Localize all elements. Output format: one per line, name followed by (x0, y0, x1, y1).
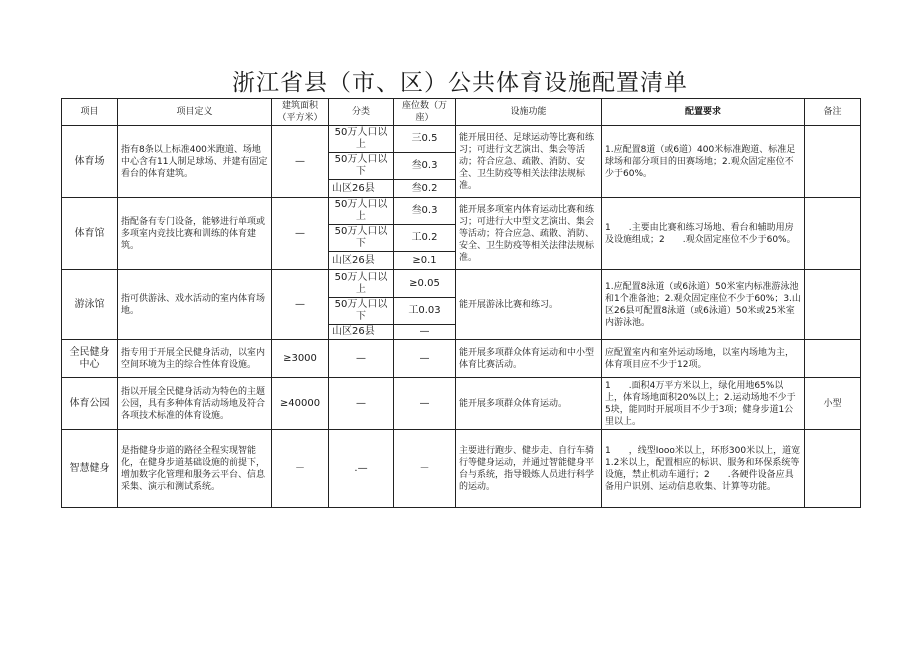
item-seats: — (394, 340, 456, 378)
item-note (805, 430, 861, 508)
header-requirement: 配置要求 (602, 99, 805, 126)
header-area: 建筑面积（平方米） (272, 99, 329, 126)
item-function: 能开展多项群众体育运动。 (456, 378, 602, 430)
item-category: 山区26县 (329, 180, 394, 198)
table-row (62, 430, 861, 508)
item-requirement: 1 .主要由比赛和练习场地、看台和辅助用房及设施组成；2 .观众固定座位不少于60%。 (602, 198, 805, 270)
item-seats: 叁0.2 (394, 180, 456, 198)
item-area: ≥40000 (272, 378, 329, 430)
item-function: 主要进行跑步、健步走、自行车骑行等健身运动，并通过智能健身平台与系统，指导锻炼人员进行科学的运动。 (456, 430, 602, 508)
page-title: 浙江省县（市、区）公共体育设施配置清单 (232, 70, 688, 96)
item-category: 50万人口以上 (329, 270, 394, 298)
item-category: 山区26县 (329, 252, 394, 270)
header-category: 分类 (329, 99, 394, 126)
item-seats: ≥0.05 (394, 270, 456, 298)
item-note (805, 126, 861, 198)
item-seats: — (394, 378, 456, 430)
item-note: 小型 (805, 378, 861, 430)
table-row (62, 270, 861, 298)
item-area: ≥3000 (272, 340, 329, 378)
item-category: 50万人口以上 (329, 126, 394, 153)
item-requirement: 1.应配置8道（或6道）400米标准跑道、标准足球场和部分项目的田赛场地；2.观众固定座位不少于60%。 (602, 126, 805, 198)
header-item: 项目 (62, 99, 118, 126)
item-name: 体育馆 (62, 198, 118, 270)
item-seats: 叁0.3 (394, 153, 456, 180)
item-function: 能开展游泳比赛和练习。 (456, 270, 602, 340)
item-category: 50万人口以上 (329, 198, 394, 225)
item-definition: 指以开展全民健身活动为特色的主题公园，具有多种体育活动场地及符合各项技术标准的体育设施。 (118, 378, 272, 430)
item-seats: ≥0.1 (394, 252, 456, 270)
item-category: .— (329, 430, 394, 508)
header-definition: 项目定义 (118, 99, 272, 126)
item-name: 体育公园 (62, 378, 118, 430)
item-definition: 指专用于开展全民健身活动，以室内空间环境为主的综合性体育设施。 (118, 340, 272, 378)
item-requirement: 1 .面积4万平方米以上，绿化用地65%以上，体育场地面积20%以上；2.运动场地不少于5块，能同时开展项目不少于3项；健身步道1公里以上。 (602, 378, 805, 430)
item-name: 智慧健身 (62, 430, 118, 508)
item-requirement: 应配置室内和室外运动场地，以室内场地为主，体育项目应不少于12项。 (602, 340, 805, 378)
item-category: — (329, 378, 394, 430)
table-row (62, 198, 861, 225)
item-seats: 工0.2 (394, 225, 456, 252)
item-note (805, 198, 861, 270)
facility-table (61, 98, 861, 508)
item-seats: 叁0.3 (394, 198, 456, 225)
item-category: 50万人口以下 (329, 225, 394, 252)
item-seats: 三0.5 (394, 126, 456, 153)
table-row (62, 126, 861, 153)
item-seats: － (394, 430, 456, 508)
header-note: 备注 (805, 99, 861, 126)
item-requirement: 1 ，线型Iooo米以上，环形300米以上，道宽1.2米以上，配置相应的标识、服务和环保系统等设施，禁止机动车通行；2 .各硬件设备应具备用户识别、运动信息收集、计算等功能。 (602, 430, 805, 508)
item-function: 能开展多项室内体育运动比赛和练习；可进行大中型文艺演出、集会等活动；符合应急、疏散、消防、安全、卫生防疫等相关法律法规标准。 (456, 198, 602, 270)
table-row (62, 340, 861, 378)
item-name: 游泳馆 (62, 270, 118, 340)
item-category: 50万人口以下 (329, 153, 394, 180)
item-function: 能开展田径、足球运动等比赛和练习；可进行文艺演出、集会等活动；符合应急、疏散、消防、安全、卫生防疫等相关法律法规标准。 (456, 126, 602, 198)
item-seats: 工0.03 (394, 298, 456, 325)
item-category: 山区26县 (329, 325, 394, 340)
item-area: — (272, 270, 329, 340)
item-definition: 指有8条以上标准400米跑道、场地中心含有11人制足球场、并建有固定看台的体育建筑。 (118, 126, 272, 198)
header-row (62, 99, 861, 126)
header-seats: 座位数（万座） (394, 99, 456, 126)
item-definition: 指配备有专门设备，能够进行单项或多项室内竞技比赛和训练的体育建筑。 (118, 198, 272, 270)
item-area: － (272, 430, 329, 508)
item-definition: 指可供游泳、戏水活动的室内体育场地。 (118, 270, 272, 340)
header-function: 设施功能 (456, 99, 602, 126)
item-area: — (272, 198, 329, 270)
item-requirement: 1.应配置8泳道（或6泳道）50米室内标准游泳池和1个准备池；2.观众固定座位不少于60%；3.山区26县可配置8泳道（或6泳道）50米或25米室内游泳池。 (602, 270, 805, 340)
item-name: 全民健身中心 (62, 340, 118, 378)
item-category: 50万人口以下 (329, 298, 394, 325)
item-note (805, 270, 861, 340)
item-note (805, 340, 861, 378)
item-name: 体育场 (62, 126, 118, 198)
item-category: — (329, 340, 394, 378)
item-area: — (272, 126, 329, 198)
item-definition: 是指健身步道的路径全程实现智能化，在健身步道基础设施的前提下，增加数字化管理和服务云平台、信息采集、演示和测试系统。 (118, 430, 272, 508)
item-function: 能开展多项群众体育运动和中小型体育比赛活动。 (456, 340, 602, 378)
table-row (62, 378, 861, 430)
item-seats: — (394, 325, 456, 340)
